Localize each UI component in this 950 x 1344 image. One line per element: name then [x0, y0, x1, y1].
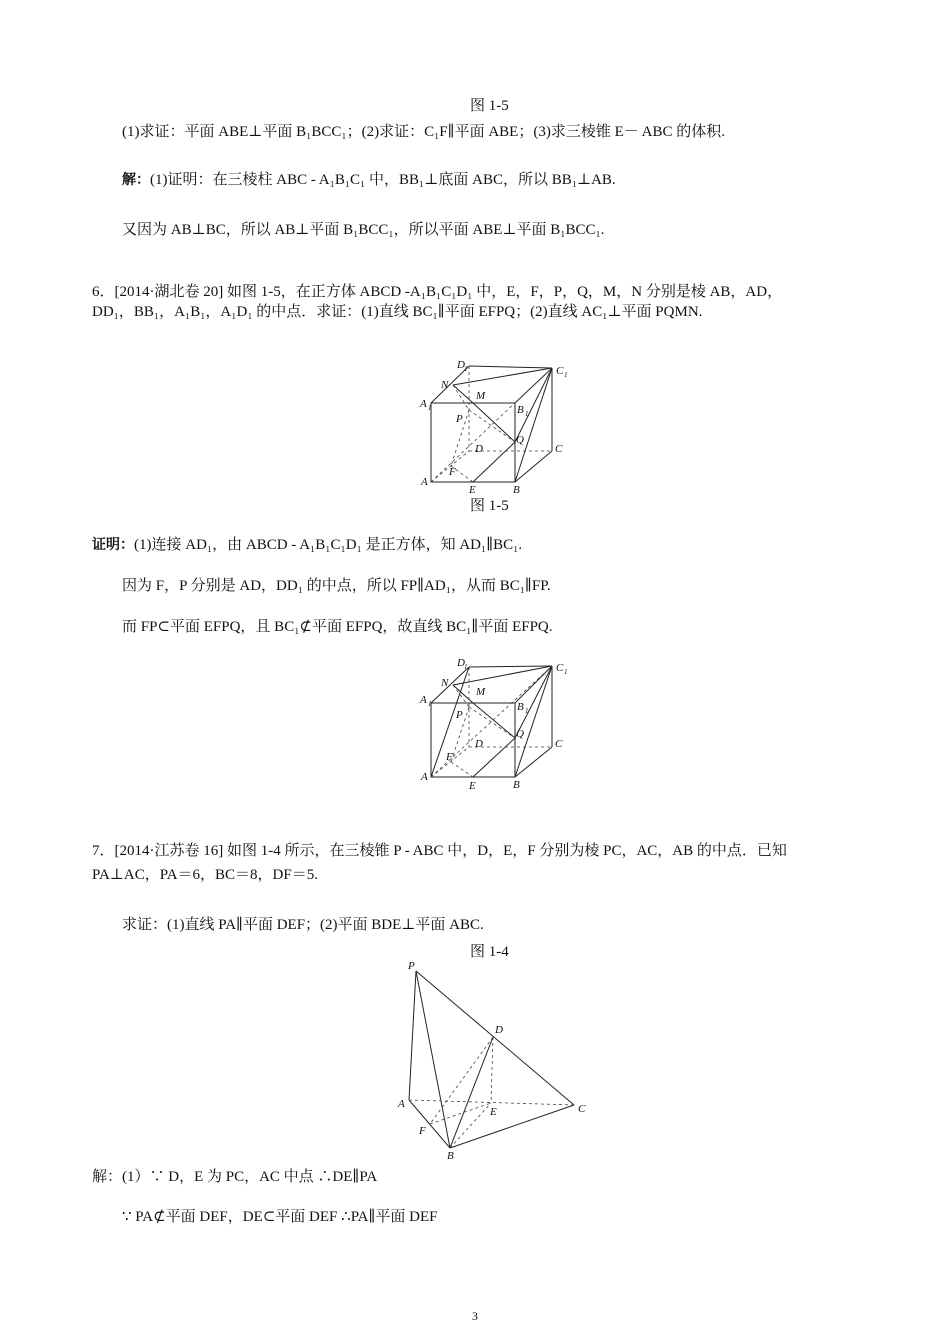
label-B1: B — [517, 404, 524, 416]
figure-caption: 图 1-4 — [470, 944, 509, 960]
label-N: N — [441, 677, 449, 689]
label-sub: 1 — [428, 404, 432, 412]
proof-label: 证明： — [92, 537, 134, 553]
label-sub: 1 — [464, 663, 468, 671]
problem-6-question-line-2: DD₁，BB₁，A₁B₁，A₁D₁ 的中点．求证：(1)直线 BC₁∥平面 EFPQ；(2)直线 AC₁⊥平面 PQMN. — [92, 304, 703, 320]
label-M: M — [476, 390, 486, 402]
label-A: A — [421, 476, 428, 488]
label-B: B — [513, 484, 520, 496]
label-F: F — [446, 751, 453, 763]
label-A: A — [398, 1098, 405, 1110]
problem-6-proof-line-2: 因为 F，P 分别是 AD，DD₁ 的中点，所以 FP∥AD₁，从而 BC₁∥FP. — [122, 578, 551, 594]
problem-6-proof-line-3: 而 FP⊂平面 EFPQ，且 BC₁⊄平面 EFPQ，故直线 BC₁∥平面 EFPQ. — [122, 619, 553, 635]
label-P: P — [408, 960, 415, 972]
label-C1: C — [556, 662, 564, 674]
label-Q: Q — [516, 728, 524, 740]
label-sub: 1 — [428, 700, 432, 708]
problem-7-solution-line-1: 解：(1）∵ D，E 为 PC，AC 中点 ∴DE∥PA — [92, 1169, 378, 1185]
label-B1: B — [517, 701, 524, 713]
label-B: B — [513, 779, 520, 791]
label-A: A — [421, 771, 428, 783]
label-sub: 1 — [525, 410, 529, 418]
problem-7-question-line-3: 求证：(1)直线 PA∥平面 DEF；(2)平面 BDE⊥平面 ABC. — [122, 917, 484, 933]
label-A1: A — [420, 694, 427, 706]
label-D: D — [495, 1024, 503, 1036]
solution-label: 解： — [122, 172, 150, 188]
label-sub: 1 — [564, 371, 568, 379]
label-F: F — [449, 466, 456, 478]
label-C1: C — [556, 365, 564, 377]
label-P: P — [456, 413, 463, 425]
label-D: D — [475, 738, 483, 750]
label-P: P — [456, 709, 463, 721]
label-D: D — [475, 443, 483, 455]
label-A1: A — [420, 398, 427, 410]
label-C: C — [555, 443, 563, 455]
label-E: E — [490, 1106, 497, 1118]
problem-5-solution-line-2: 又因为 AB⊥BC，所以 AB⊥平面 B₁BCC₁，所以平面 ABE⊥平面 B₁BCC₁. — [122, 222, 605, 238]
label-E: E — [469, 484, 476, 496]
label-E: E — [469, 780, 476, 792]
label-B: B — [447, 1150, 454, 1162]
figure-caption: 图 1-5 — [470, 98, 509, 114]
figure-caption: 图 1-5 — [470, 498, 509, 514]
problem-7-solution-line-2: ∵ PA⊄平面 DEF，DE⊂平面 DEF ∴PA∥平面 DEF — [122, 1209, 438, 1225]
problem-5-question: (1)求证：平面 ABE⊥平面 B₁BCC₁；(2)求证：C₁F∥平面 ABE；(3)求三棱锥 E－ ABC 的体积. — [122, 124, 725, 140]
label-N: N — [441, 379, 449, 391]
problem-7-question-line-2: PA⊥AC，PA＝6，BC＝8，DF＝5. — [92, 867, 318, 883]
label-D1: D — [457, 359, 465, 371]
label-F: F — [419, 1125, 426, 1137]
label-D1: D — [457, 657, 465, 669]
problem-7-question-line-1: 7．[2014·江苏卷 16] 如图 1-4 所示，在三棱锥 P - ABC 中，D，E，F 分别为棱 PC，AC，AB 的中点．已知 — [92, 843, 787, 859]
proof-text: (1)连接 AD₁，由 ABCD - A₁B₁C₁D₁ 是正方体，知 AD₁∥BC₁. — [134, 537, 523, 553]
solution-text: (1)证明：在三棱柱 ABC - A₁B₁C₁ 中，BB₁⊥底面 ABC，所以 BB₁⊥AB. — [150, 172, 616, 188]
label-Q: Q — [516, 434, 524, 446]
page-number: 3 — [472, 1309, 478, 1323]
label-M: M — [476, 686, 486, 698]
label-sub: 1 — [525, 707, 529, 715]
label-sub: 1 — [464, 365, 468, 373]
label-C: C — [555, 738, 563, 750]
label-sub: 1 — [564, 668, 568, 676]
label-C: C — [578, 1103, 586, 1115]
problem-6-question-line-1: 6．[2014·湖北卷 20] 如图 1-5，在正方体 ABCD -A₁B₁C₁D₁ 中，E，F，P，Q，M，N 分别是棱 AB，AD， — [92, 284, 783, 300]
